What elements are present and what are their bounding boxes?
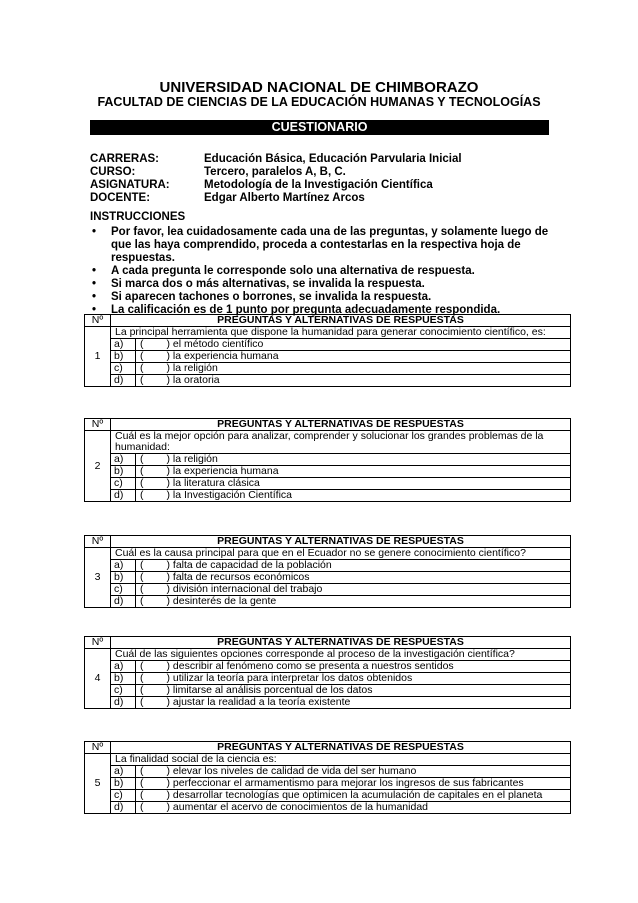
paren-open: ( [140, 477, 144, 489]
table-header-row [85, 315, 571, 327]
question-number: 3 [85, 548, 111, 608]
paren-open: ( [140, 465, 144, 477]
option-row [85, 790, 571, 802]
paren-open: ( [140, 801, 144, 813]
option-letter: b) [111, 351, 136, 363]
option-cell [155, 363, 571, 375]
paren-close: ) [166, 338, 170, 350]
paren-close: ) [166, 583, 170, 595]
option-text: ajustar la realidad a la teoría existente [172, 696, 351, 708]
option-letter: d) [111, 802, 136, 814]
option-row [85, 596, 571, 608]
answer-checkbox[interactable] [136, 661, 156, 673]
questions-header: PREGUNTAS Y ALTERNATIVAS DE RESPUESTAS [111, 536, 571, 548]
info-value: Tercero, paralelos A, B, C. [204, 166, 346, 178]
answer-checkbox[interactable] [136, 466, 156, 478]
answer-checkbox[interactable] [136, 685, 156, 697]
paren-close: ) [166, 374, 170, 386]
option-cell [155, 339, 571, 351]
option-cell [155, 478, 571, 490]
option-letter: b) [111, 466, 136, 478]
answer-checkbox[interactable] [136, 478, 156, 490]
answer-checkbox[interactable] [136, 454, 156, 466]
question-text: Cuál es la causa principal para que en el Ecuador no se genere conocimiento científico? [111, 548, 571, 560]
question-row [85, 649, 571, 661]
option-letter: d) [111, 596, 136, 608]
paren-open: ( [140, 374, 144, 386]
option-text: desinterés de la gente [172, 595, 277, 607]
paren-open: ( [140, 583, 144, 595]
table-header-row [85, 637, 571, 649]
option-text: la religión [172, 453, 218, 465]
option-cell [155, 685, 571, 697]
paren-close: ) [166, 362, 170, 374]
table-header-row [85, 419, 571, 431]
option-text: la Investigación Científica [172, 489, 292, 501]
info-row-teacher [90, 192, 462, 205]
answer-checkbox[interactable] [136, 375, 156, 387]
question-number: 4 [85, 649, 111, 709]
number-header: Nº [85, 637, 111, 649]
option-cell [155, 802, 571, 814]
answer-checkbox[interactable] [136, 802, 156, 814]
option-cell [155, 584, 571, 596]
option-row [85, 560, 571, 572]
option-letter: d) [111, 375, 136, 387]
instruction-item: • A cada pregunta le corresponde solo una alternativa de respuesta. [90, 265, 560, 278]
option-letter: a) [111, 766, 136, 778]
option-text: utilizar la teoría para interpretar los datos obtenidos [172, 672, 413, 684]
info-value: Metodología de la Investigación Científica [204, 179, 433, 191]
option-cell [155, 454, 571, 466]
paren-close: ) [166, 684, 170, 696]
option-text: falta de recursos económicos [172, 571, 310, 583]
info-value: Edgar Alberto Martínez Arcos [204, 192, 365, 204]
info-key: CARRERAS: [90, 153, 159, 165]
paren-open: ( [140, 453, 144, 465]
option-row [85, 685, 571, 697]
option-letter: a) [111, 560, 136, 572]
option-row [85, 454, 571, 466]
paren-close: ) [166, 477, 170, 489]
answer-checkbox[interactable] [136, 560, 156, 572]
paren-open: ( [140, 338, 144, 350]
table-header-row [85, 742, 571, 754]
paren-open: ( [140, 672, 144, 684]
question-row [85, 431, 571, 454]
instructions [90, 211, 560, 317]
answer-checkbox[interactable] [136, 572, 156, 584]
paren-close: ) [166, 696, 170, 708]
info-row-course [90, 166, 462, 179]
info-row-careers [90, 153, 462, 166]
answer-checkbox[interactable] [136, 778, 156, 790]
question-row [85, 754, 571, 766]
question-number: 2 [85, 431, 111, 502]
answer-checkbox[interactable] [136, 339, 156, 351]
paren-open: ( [140, 559, 144, 571]
option-text: falta de capacidad de la población [172, 559, 332, 571]
paren-open: ( [140, 660, 144, 672]
questionnaire-banner: CUESTIONARIO [90, 120, 549, 135]
instruction-item: • Si marca dos o más alternativas, se invalida la respuesta. [90, 278, 560, 291]
info-value: Educación Básica, Educación Parvularia Inicial [204, 153, 462, 165]
answer-checkbox[interactable] [136, 351, 156, 363]
option-cell [155, 596, 571, 608]
question-text: La finalidad social de la ciencia es: [111, 754, 571, 766]
option-text: la experiencia humana [172, 465, 279, 477]
option-row [85, 673, 571, 685]
option-row [85, 363, 571, 375]
option-text: aumentar el acervo de conocimientos de la humanidad [172, 801, 428, 813]
question-table [84, 314, 571, 387]
option-text: la literatura clásica [172, 477, 260, 489]
university-title: UNIVERSIDAD NACIONAL DE CHIMBORAZO [159, 79, 479, 96]
number-header: Nº [85, 536, 111, 548]
question-text: Cuál de las siguientes opciones corresponde al proceso de la investigación científica? [111, 649, 571, 661]
table-header-row [85, 536, 571, 548]
info-key: CURSO: [90, 166, 136, 178]
answer-checkbox[interactable] [136, 790, 156, 802]
option-row [85, 339, 571, 351]
option-cell [155, 790, 571, 802]
option-text: perfeccionar el armamentismo para mejorar los ingresos de sus fabricantes [172, 777, 524, 789]
option-text: limitarse al análisis porcentual de los datos [172, 684, 373, 696]
option-letter: d) [111, 490, 136, 502]
paren-close: ) [166, 777, 170, 789]
option-cell [155, 375, 571, 387]
number-header: Nº [85, 315, 111, 327]
option-letter: b) [111, 572, 136, 584]
option-cell [155, 466, 571, 478]
option-row [85, 478, 571, 490]
number-header: Nº [85, 419, 111, 431]
option-letter: b) [111, 673, 136, 685]
option-letter: c) [111, 478, 136, 490]
question-row [85, 327, 571, 339]
instructions-list [90, 226, 560, 317]
option-row [85, 661, 571, 673]
option-text: la religión [172, 362, 218, 374]
paren-close: ) [166, 571, 170, 583]
paren-close: ) [166, 672, 170, 684]
paren-open: ( [140, 765, 144, 777]
option-text: elevar los niveles de calidad de vida del ser humano [172, 765, 417, 777]
option-text: la experiencia humana [172, 350, 279, 362]
option-cell [155, 697, 571, 709]
instructions-title: INSTRUCCIONES [90, 211, 186, 223]
option-cell [155, 351, 571, 363]
paren-open: ( [140, 362, 144, 374]
instruction-item: • Si aparecen tachones o borrones, se invalida la respuesta. [90, 291, 560, 304]
answer-checkbox[interactable] [136, 596, 156, 608]
instruction-item: • La calificación es de 1 punto por pregunta adecuadamente respondida. [90, 304, 560, 317]
option-letter: a) [111, 454, 136, 466]
answer-checkbox[interactable] [136, 697, 156, 709]
paren-open: ( [140, 595, 144, 607]
answer-checkbox[interactable] [136, 584, 156, 596]
option-cell [155, 490, 571, 502]
option-text: describir al fenómeno como se presenta a nuestros sentidos [172, 660, 454, 672]
info-key: DOCENTE: [90, 192, 151, 204]
paren-open: ( [140, 350, 144, 362]
option-row [85, 802, 571, 814]
paren-open: ( [140, 684, 144, 696]
question-table [84, 418, 571, 502]
questions-header: PREGUNTAS Y ALTERNATIVAS DE RESPUESTAS [111, 637, 571, 649]
option-cell [155, 778, 571, 790]
question-text: Cuál es la mejor opción para analizar, comprender y solucionar los grandes problemas de la humanidad: [111, 431, 571, 454]
question-number: 5 [85, 754, 111, 814]
option-cell [155, 766, 571, 778]
paren-close: ) [166, 350, 170, 362]
questions-header: PREGUNTAS Y ALTERNATIVAS DE RESPUESTAS [111, 742, 571, 754]
answer-checkbox[interactable] [136, 766, 156, 778]
option-letter: c) [111, 363, 136, 375]
option-letter: c) [111, 584, 136, 596]
paren-open: ( [140, 777, 144, 789]
option-cell [155, 673, 571, 685]
option-row [85, 375, 571, 387]
paren-close: ) [166, 789, 170, 801]
paren-close: ) [166, 559, 170, 571]
paren-close: ) [166, 489, 170, 501]
info-row-subject [90, 179, 462, 192]
questions-header: PREGUNTAS Y ALTERNATIVAS DE RESPUESTAS [111, 315, 571, 327]
question-row [85, 548, 571, 560]
option-row [85, 490, 571, 502]
paren-close: ) [166, 595, 170, 607]
paren-open: ( [140, 789, 144, 801]
question-table [84, 535, 571, 608]
option-row [85, 572, 571, 584]
faculty-title: FACULTAD DE CIENCIAS DE LA EDUCACIÓN HUMANAS Y TECNOLOGÍAS [97, 95, 541, 109]
paren-open: ( [140, 571, 144, 583]
option-letter: c) [111, 685, 136, 697]
question-text: La principal herramienta que dispone la humanidad para generar conocimiento científico, es: [111, 327, 571, 339]
info-key: ASIGNATURA: [90, 179, 170, 191]
option-letter: b) [111, 778, 136, 790]
option-row [85, 778, 571, 790]
paren-close: ) [166, 801, 170, 813]
option-text: división internacional del trabajo [172, 583, 323, 595]
answer-checkbox[interactable] [136, 673, 156, 685]
paren-close: ) [166, 765, 170, 777]
option-cell [155, 560, 571, 572]
option-row [85, 584, 571, 596]
paren-close: ) [166, 453, 170, 465]
paren-close: ) [166, 465, 170, 477]
option-cell [155, 572, 571, 584]
option-letter: d) [111, 697, 136, 709]
option-letter: c) [111, 790, 136, 802]
number-header: Nº [85, 742, 111, 754]
answer-checkbox[interactable] [136, 363, 156, 375]
answer-checkbox[interactable] [136, 490, 156, 502]
option-row [85, 466, 571, 478]
option-letter: a) [111, 661, 136, 673]
option-text: desarrollar tecnologías que optimicen la acumulación de capitales en el planeta [172, 789, 543, 801]
option-row [85, 351, 571, 363]
option-text: el método científico [172, 338, 264, 350]
option-cell [155, 661, 571, 673]
question-table [84, 636, 571, 709]
option-text: la oratoria [172, 374, 220, 386]
instruction-item: • Por favor, lea cuidadosamente cada una de las preguntas, y solamente luego de que las haya comprendido, proceda a contestarlas en la respectiva hoja de respuestas. [90, 226, 560, 265]
paren-open: ( [140, 696, 144, 708]
questions-header: PREGUNTAS Y ALTERNATIVAS DE RESPUESTAS [111, 419, 571, 431]
paren-open: ( [140, 489, 144, 501]
option-row [85, 697, 571, 709]
option-letter: a) [111, 339, 136, 351]
paren-close: ) [166, 660, 170, 672]
question-number: 1 [85, 327, 111, 387]
course-info [90, 153, 462, 205]
question-table [84, 741, 571, 814]
option-row [85, 766, 571, 778]
